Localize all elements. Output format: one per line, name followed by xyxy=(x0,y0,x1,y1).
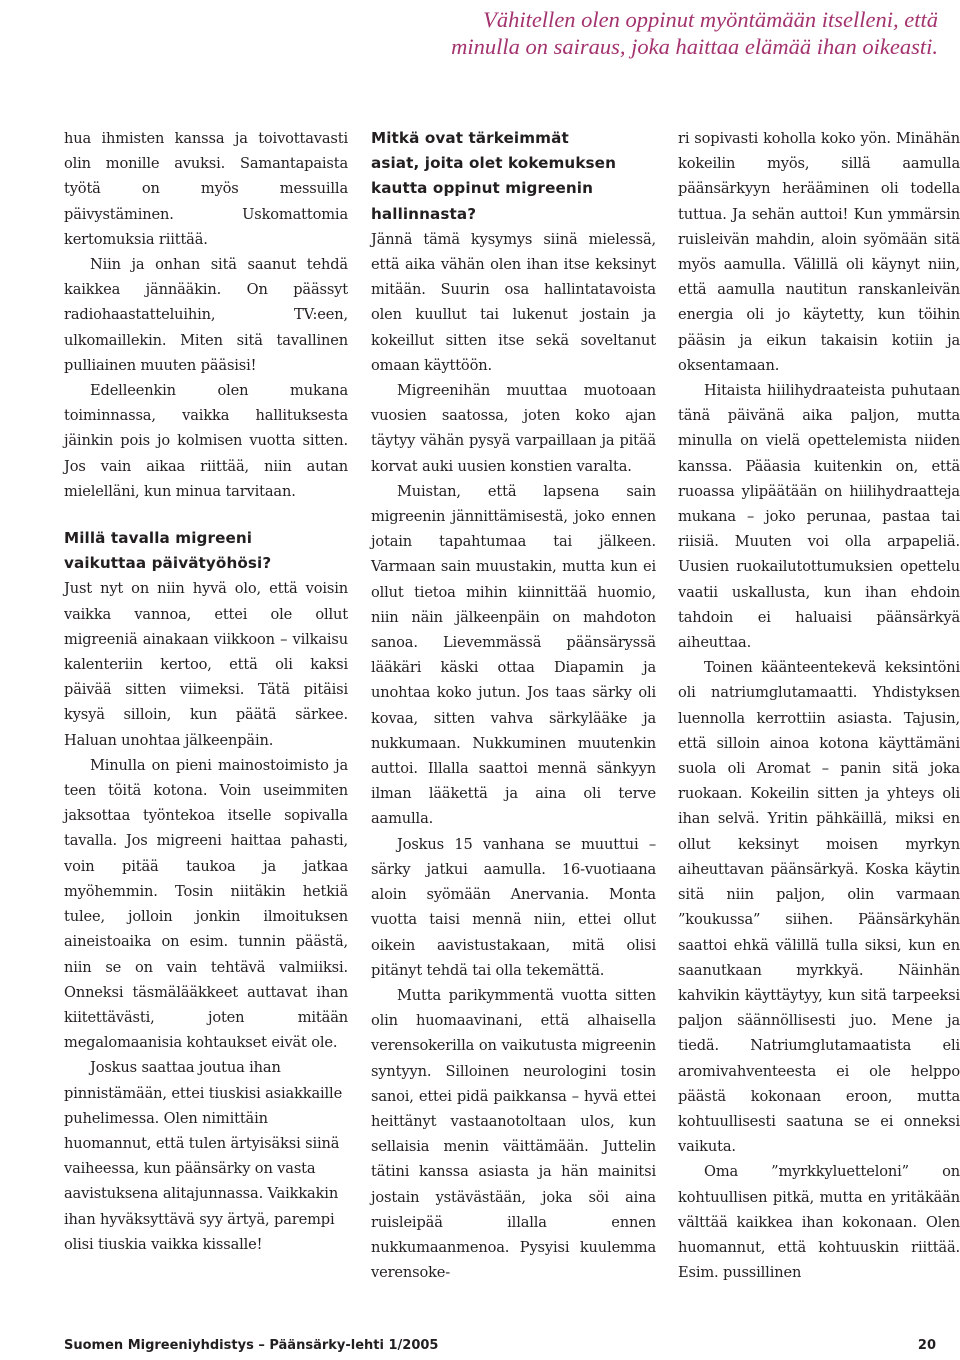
paragraph: Muistan, että lapsena sain migreenin jännittämisestä, joko ennen jotain tapahtumaa tai jälkeen. Varmaan sain muustakin, mutta kun ei ollut tietoa mihin kiinnittää huomio, niin näin jälkeenpäin on mahdoton sanoa. Lievemmässä päänsäryssä lääkäri käski ottaa Diapamin ja unohtaa koko jutun. Jos taas särky oli kovaa, sitten vahva särkylääke ja nukkumaan. Nukkuminen muutenkin auttoi. Illalla saattoi mennä sänkyyn ilman lääkettä ja aina oli terve aamulla. xyxy=(371,482,656,828)
page-footer xyxy=(64,1338,936,1353)
paragraph: Edelleenkin olen mukana toiminnassa, vaikka hallituksesta jäinkin pois jo kolmisen vuotta sitten. Jos vain aikaa riittää, niin autan mielelläni, kun minua tarvitaan. xyxy=(64,382,348,500)
heading-line: Millä tavalla migreeni xyxy=(64,529,253,548)
question-heading xyxy=(371,126,656,227)
article-column-2 xyxy=(371,126,656,1285)
paragraph: Migreenihän muuttaa muotoaan vuosien saatossa, joten koko ajan täytyy vähän pysyä varpaillaan ja pitää korvat auki uusien konstien varalta. xyxy=(371,382,656,475)
paragraph: Oma ”myrkkyluetteloni” on kohtuullisen pitkä, mutta en yritäkään välttää kaikkea ihan kokonaan. Olen huomannut, että kohtuuskin riittää. Esim. pussillinen xyxy=(678,1163,960,1282)
paragraph: hua ihmisten kanssa ja toivottavasti olin monille avuksi. Samantapaista työtä on myös messuilla päivystäminen. Uskomattomia kertomuksia riittää. xyxy=(64,130,348,248)
pull-quote xyxy=(298,6,938,60)
heading-line: kautta oppinut migreenin xyxy=(371,179,593,198)
page-number: 20 xyxy=(917,1338,936,1353)
paragraph: Jännä tämä kysymys siinä mielessä, että aika vähän olen ihan itse keksinyt mitään. Suurin osa hallintatavoista olen kuullut tai lukenut jostain ja kokeillut sitten itse sekä soveltanut omaan käyttöön. xyxy=(371,230,656,374)
paragraph: Just nyt on niin hyvä olo, että voisin vaikka vannoa, ettei ole ollut migreeniä ainakaan viikkoon – vilkaisu kalenteriin kertoo, että oli kaksi päivää sitten viimeksi. Tätä pitäisi kysyä silloin, kun päätä särkee. Haluan unohtaa jälkeenpäin. xyxy=(64,580,348,749)
heading-line: hallinnasta? xyxy=(371,204,477,223)
question-heading xyxy=(64,526,348,576)
paragraph: Toinen käänteentekevä keksintöni oli natriumglutamaatti. Yhdistyksen luennolla kerrottiin asiasta. Tajusin, että silloin ainoa kotona käyttämäni suola oli Aromat – panin sitä joka ruokaan. Kokeilin sitten ja yhteys oli ihan selvä. Yritin pähkäillä, miksi en ollut keksinyt moisen myrkyn aiheuttavan päänsärkyä. Koska käytin sitä niin paljon, olin varmaan ”koukussa” siihen. Päänsärkyhän saattoi ehkä välillä tulla siksi, kun en saanutkaan myrkkyä. Näinhän kahvikin käyttäytyy, kun sitä tarpeeksi paljon säännöllisesti juo. Mene ja tiedä. Natriumglutamaatista eli aromivahventeesta ei ole helppo päästä kokonaan eroon, mutta kohtuullisesti saatuna se ei onneksi vaikuta. xyxy=(678,659,960,1156)
article-column-1 xyxy=(64,126,348,1257)
heading-line: asiat, joita olet kokemuksen xyxy=(371,154,616,173)
paragraph: ri sopivasti koholla koko yön. Minähän kokeilin myös, sillä aamulla päänsärkyyn herääminen oli todella tuttua. Ja sehän auttoi! Kun ymmärsin ruisleivän mahdin, aloin syömään sitä myös aamulla. Välillä oli käynyt niin, että aamulla nautitun ranskanleivän energia oli jo käytetty, kun töihin pääsin ja eikun takaisin kotiin ja oksentamaan. xyxy=(678,130,960,374)
publication-credit: Suomen Migreeniyhdistys – Päänsärky-lehti 1/2005 xyxy=(64,1338,439,1353)
heading-line: Mitkä ovat tärkeimmät xyxy=(371,129,569,147)
paragraph: Mutta parikymmentä vuotta sitten olin huomaavinani, että alhaisella verensokerilla on vaikutusta migreenin syntyyn. Silloinen neurologini tosin sanoi, ettei pidä paikkansa – hyvä ettei heittänyt vastaanotoltaan ulos, kun sellaisia menin väittämään. Juttelin tätini kanssa asiasta ja hän mainitsi jostain ystävästään, joka söi aina ruisleipää illalla ennen nukkumaanmenoa. Pysyisi kuulemma verensoke- xyxy=(371,986,656,1282)
pull-quote-line-2: minulla on sairaus, joka haittaa elämää ihan oikeasti. xyxy=(451,34,938,59)
heading-line: vaikuttaa päivätyöhösi? xyxy=(64,554,272,573)
paragraph: Joskus 15 vanhana se muuttui – särky jatkui aamulla. 16-vuotiaana aloin syömään Anervania. Monta vuotta taisi mennä niin, ettei ollut oikein aavistustakaan, mitä olisi pitänyt tehdä tai olla tekemättä. xyxy=(371,835,656,979)
paragraph: Joskus saattaa joutua ihan pinnistämään, ettei tiuskisi asiakkaille puhelimessa. Olen nimittäin huomannut, että tulen ärtyisäksi siinä vaiheessa, kun päänsärky on vasta aavistuksena alitajunnassa. Vaikkakin ihan hyväksyttävä syy ärtyä, parempi olisi tiuskia vaikka kissalle! xyxy=(64,1059,343,1253)
paragraph: Minulla on pieni mainostoimisto ja teen töitä kotona. Voin useimmiten jaksottaa työntekoa itselle sopivalla tavalla. Jos migreeni haittaa pahasti, voin pitää taukoa ja jatkaa myöhemmin. Tosin niitäkin hetkiä tulee, jolloin jonkin ilmoituksen aineistoaika on esim. tunnin päästä, niin se on vain tehtävä valmiiksi. Onneksi täsmälääkkeet auttavat ihan kiitettävästi, joten mitään megalomaanisia kohtaukset eivät ole. xyxy=(64,756,348,1052)
paragraph: Hitaista hiilihydraateista puhutaan tänä päivänä aika paljon, mutta minulla on vielä opettelemista niiden kanssa. Pääasia kuitenkin on, että ruoassa ylipäätään on hiilihydraatteja mukana – joko perunaa, pastaa tai riisiä. Muuten voi olla arpapeliä. Uusien ruokailutottumuksien opettelu vaatii uskallusta, kun ihan ehdoin tahdoin ei haluaisi päänsärkyä aiheuttaa. xyxy=(678,382,960,652)
pull-quote-line-1: Vähitellen olen oppinut myöntämään itselleni, että xyxy=(483,7,938,32)
paragraph: Niin ja onhan sitä saanut tehdä kaikkea jännääkin. On päässyt radiohaastatteluihin, TV:een, ulkomaillekin. Miten sitä tavallinen pulliainen muuten pääsisi! xyxy=(64,256,348,374)
article-column-3 xyxy=(678,126,960,1285)
